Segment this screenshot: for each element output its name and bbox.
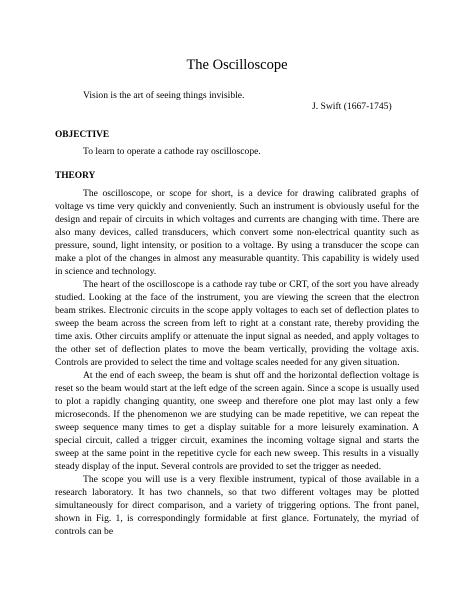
theory-heading: THEORY <box>55 171 96 181</box>
theory-body <box>55 187 419 538</box>
theory-paragraph: The oscilloscope, or scope for short, is a device for drawing calibrated graphs of voltage vs time very quickly and conveniently. Such an instrument is obviously useful for the design and repair of circuits in which voltages and currents are changing with time. There are also many devices, called transducers, which convert some non-electrical quantity such as pressure, sound, light intensity, or position to a voltage. By using a transducer the scope can make a plot of the changes in almost any measurable quantity. This capability is widely used in science and technology. <box>55 188 419 277</box>
epigraph-quote: Vision is the art of seeing things invisible. <box>83 90 245 101</box>
objective-text: To learn to operate a cathode ray oscilloscope. <box>83 146 261 157</box>
objective-heading: OBJECTIVE <box>55 130 110 140</box>
epigraph-attribution: J. Swift (1667-1745) <box>312 101 392 112</box>
page-title: The Oscilloscope <box>186 57 288 73</box>
theory-paragraph: At the end of each sweep, the beam is shut off and the horizontal deflection voltage is reset so the beam would start at the left edge of the screen again. Since a scope is usually used to plot a rapidly changing quantity, one sweep and therefore one plot may last only a few microseconds. If the phenomenon we are studying can be made repetitive, we can repeat the sweep sequence many times to get a display suitable for a more leisurely examination. A special circuit, called a trigger circuit, examines the incoming voltage signal and starts the sweep at the same point in the repetitive cycle for each new sweep. This results in a visually steady display of the input. Several controls are provided to set the trigger as needed. <box>55 370 419 472</box>
theory-paragraph: The scope you will use is a very flexible instrument, typical of those available in a research laboratory. It has two channels, so that two different voltages may be plotted simultaneously for direct comparison, and a variety of triggering options. The front panel, shown in Fig. 1, is correspondingly formidable at first glance. Fortunately, the myriad of controls can be <box>55 474 419 537</box>
theory-paragraph: The heart of the oscilloscope is a cathode ray tube or CRT, of the sort you have already studied. Looking at the face of the instrument, you are viewing the screen that the electron beam strikes. Electronic circuits in the scope apply voltages to each set of deflection plates to sweep the beam across the screen from left to right at a constant rate, thereby providing the time axis. Other circuits amplify or attenuate the input signal as needed, and apply voltages to the other set of deflection plates to move the beam vertically, providing the voltage axis. Controls are provided to select the time and voltage scales needed for any given situation. <box>55 279 419 368</box>
